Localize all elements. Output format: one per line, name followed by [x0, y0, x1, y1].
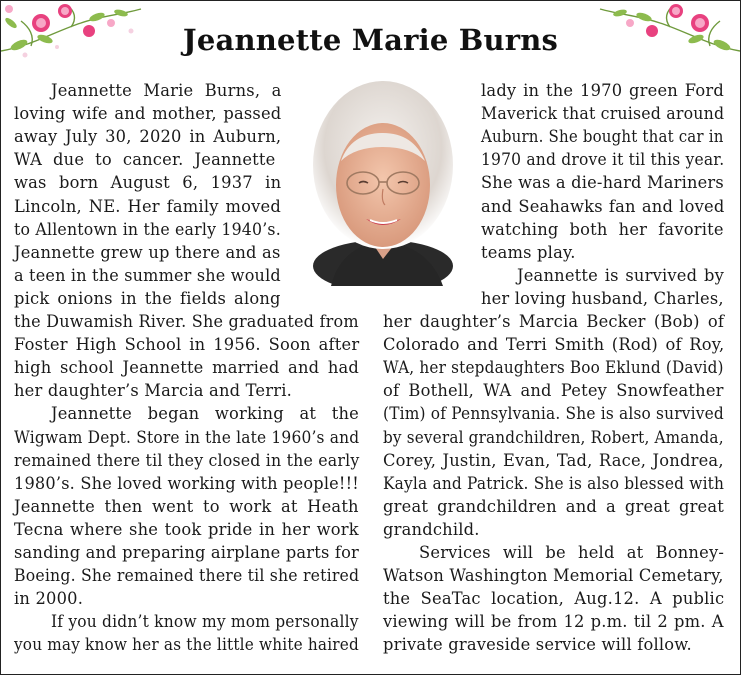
text-line: the SeaTac location, Aug.12. A public	[383, 589, 725, 609]
text-line: you may know her as the little white haired	[14, 635, 359, 655]
text-line: Services will be held at Bonney-	[419, 543, 725, 562]
text-line: the Duwamish River. She graduated from	[14, 312, 359, 331]
text-line: Wigwam Dept. Store in the late 1960’s and	[14, 427, 360, 447]
text-line: grandchild.	[383, 519, 480, 539]
text-line: Maverick that cruised around	[481, 104, 725, 124]
text-line: watching both her favorite	[481, 219, 724, 239]
text-line: her daughter’s Marcia and Terri.	[14, 381, 293, 401]
text-line: her loving husband, Charles,	[481, 288, 724, 308]
text-line: Jeannette then went to work at Heath	[14, 496, 359, 516]
text-line: great grandchildren and a great great	[383, 496, 725, 516]
text-line: WA, her stepdaughters Boo Eklund (David)	[383, 358, 724, 378]
text-line: 1980’s. She loved working with people!!!	[14, 473, 359, 493]
text-line: was born August 6, 1937 in	[14, 173, 282, 193]
text-line: sanding and preparing airplane parts for	[14, 543, 360, 562]
text-line: loving wife and mother, passed	[14, 104, 282, 124]
text-line: lady in the 1970 green Ford	[481, 81, 724, 100]
portrait-photo	[311, 81, 461, 286]
text-line: of Bothell, WA and Petey Snowfeather	[383, 381, 724, 401]
text-line: Corey, Justin, Evan, Tad, Race, Jondrea,	[383, 450, 724, 470]
text-line: teams play.	[481, 242, 576, 262]
text-line: Foster High School in 1956. Soon after	[14, 335, 360, 355]
text-line: and Seahawks fan and loved	[481, 196, 725, 216]
text-line: away July 30, 2020 in Auburn,	[14, 127, 282, 147]
text-line: high school Jeannette married and had	[14, 358, 360, 378]
text-line: Jeannette began working at the	[51, 404, 359, 424]
text-line: viewing will be from 12 p.m. til 2 pm. A	[383, 612, 724, 632]
text-line: Watson Washington Memorial Cemetary,	[383, 566, 724, 586]
text-line: private graveside service will follow.	[383, 635, 692, 655]
text-line: in 2000.	[14, 589, 84, 609]
text-line: Colorado and Terri Smith (Rod) of Roy,	[383, 335, 725, 355]
text-line: WA due to cancer. Jeannette	[14, 150, 276, 170]
text-line: Jeannette Marie Burns, a	[51, 81, 282, 100]
text-line: Kayla and Patrick. She is also blessed with	[383, 473, 725, 493]
text-line: remained there til they closed in the early	[14, 450, 360, 470]
text-line: a teen in the summer she would	[14, 265, 281, 285]
obituary-title: Jeannette Marie Burns	[182, 23, 559, 57]
text-line: by several grandchildren, Robert, Amanda,	[383, 427, 724, 447]
text-line: Auburn. She bought that car in	[481, 127, 724, 147]
text-line: (Tim) of Pennsylvania. She is also survived	[383, 404, 724, 424]
text-line: Boeing. She remained there til she retired	[14, 566, 360, 586]
text-line: her daughter’s Marcia Becker (Bob) of	[383, 312, 725, 331]
text-line: 1970 and drove it til this year.	[481, 150, 725, 170]
text-line: If you didn’t know my mom personally	[51, 612, 359, 632]
text-line: Jeannette is survived by	[517, 265, 724, 285]
text-line: pick onions in the fields along	[14, 288, 281, 308]
text-line: to Allentown in the early 1940’s.	[14, 219, 281, 239]
text-line: Jeannette grew up there and as	[14, 242, 281, 262]
text-line: She was a die-hard Mariners	[481, 173, 724, 193]
text-line: Lincoln, NE. Her family moved	[14, 196, 281, 216]
text-line: Tecna where she took pride in her work	[14, 519, 359, 539]
